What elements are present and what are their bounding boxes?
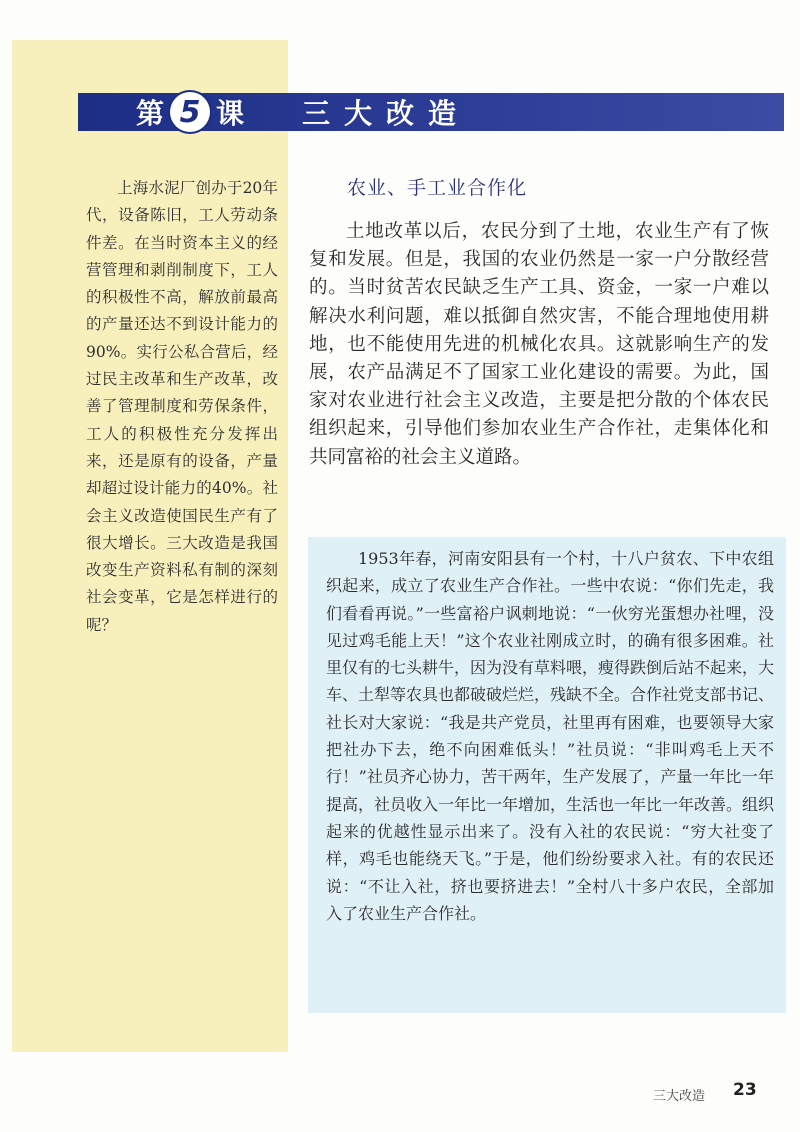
lesson-title: 三大改造 <box>302 97 471 130</box>
lesson-prefix: 第 <box>136 97 165 130</box>
lesson-number-badge: 5 <box>170 92 210 132</box>
section-heading: 农业、手工业合作化 <box>347 177 528 199</box>
story-box <box>308 537 786 1013</box>
footer-running-title: 三大改造 <box>653 1089 706 1104</box>
main-paragraph: 土地改革以后，农民分到了土地，农业生产有了恢复和发展。但是，我国的农业仍然是一家一户分散经营的。当时贫苦农民缺乏生产工具、资金，一家一户难以解决水利问题，难以抵御自然灾害，不能合理地使用耕地，也不能使用先进的机械化农具。这就影响生产的发展，农产品满足不了国家工业化建设的需要。为此，国家对农业进行社会主义改造，主要是把分散的个体农民组织起来，引导他们参加农业生产合作社，走集体化和共同富裕的社会主义道路。 <box>309 221 769 468</box>
page-number: 23 <box>733 1080 757 1100</box>
lesson-title-group <box>136 93 470 131</box>
sidebar-intro-text: 上海水泥厂创办于20年代，设备陈旧，工人劳动条件差。在当时资本主义的经营管理和剥削制度下，工人的积极性不高，解放前最高的产量还达不到设计能力的90%。实行公私合营后，经过民主改革和生产改革，改善了管理制度和劳保条件，工人的积极性充分发挥出来，还是原有的设备，产量却超过设计能力的40%。社会主义改造使国民生产有了很大增长。三大改造是我国改变生产资料私有制的深刻社会变革，它是怎样进行的呢？ <box>86 179 278 634</box>
lesson-suffix: 课 <box>216 97 245 130</box>
lesson-title-band <box>78 93 784 131</box>
story-text: 1953年春，河南安阳县有一个村，十八户贫农、下中农组织起来，成立了农业生产合作社。一些中农说：“你们先走，我们看看再说。”一些富裕户讽刺地说：“一伙穷光蛋想办社哩，没见过鸡毛能上天！”这个农业社刚成立时，的确有很多困难。社里仅有的七头耕牛，因为没有草料喂，瘦得跌倒后站不起来，大车、土犁等农具也都破破烂烂，残缺不全。合作社党支部书记、社长对大家说：“我是共产党员，社里再有困难，也要领导大家把社办下去，绝不向困难低头！”社员说：“非叫鸡毛上天不行！”社员齐心协力，苦干两年，生产发展了，产量一年比一年提高，社员收入一年比一年增加，生活也一年比一年改善。组织起来的优越性显示出来了。没有入社的农民说：“穷大社变了样，鸡毛也能绕天飞。”于是，他们纷纷要求入社。有的农民还说：“不让入社，挤也要挤进去！”全村八十多户农民，全部加入了农业生产合作社。 <box>326 549 775 923</box>
